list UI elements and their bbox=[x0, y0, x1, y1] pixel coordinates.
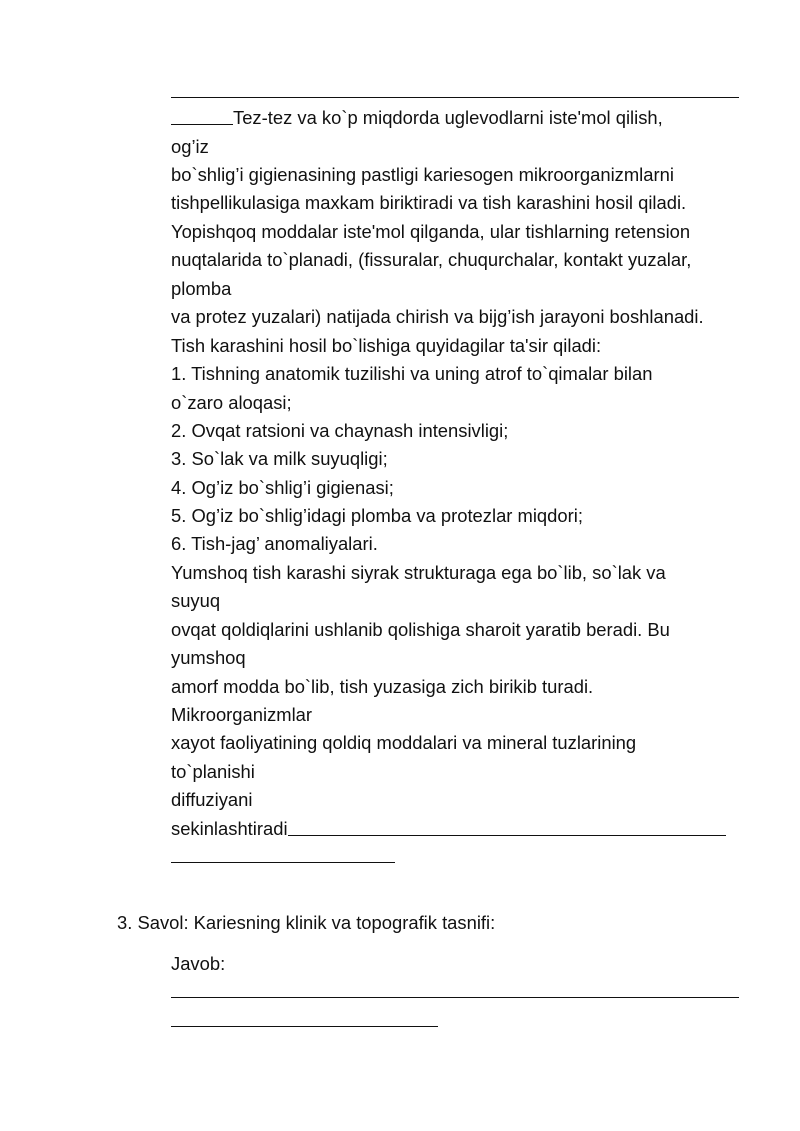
question-3: 3. Savol: Kariesning klinik va topografik tasnifi: bbox=[117, 912, 496, 933]
answer-field-line-2[interactable] bbox=[171, 1026, 438, 1027]
answer-line-18: suyuq bbox=[171, 590, 221, 611]
answer-text: sekinlashtiradi bbox=[171, 818, 288, 839]
answer-line-16: 6. Tish-jag’ anomaliyalari. bbox=[171, 533, 378, 554]
answer-line-15: 5. Og’iz bo`shlig’idagi plomba va protezlar miqdori; bbox=[171, 505, 583, 526]
answer-line-3: bo`shlig’i gigienasining pastligi kariesogen mikroorganizmlarni bbox=[171, 164, 674, 185]
answer-line-11: o`zaro aloqasi; bbox=[171, 392, 292, 413]
answer-rule-top bbox=[171, 97, 739, 98]
answer-line-24: to`planishi bbox=[171, 761, 255, 782]
answer-line-20: yumshoq bbox=[171, 647, 246, 668]
answer-blank bbox=[288, 835, 726, 836]
answer-line-22: Mikroorganizmlar bbox=[171, 704, 313, 725]
answer-line-21: amorf modda bo`lib, tish yuzasiga zich birikib turadi. bbox=[171, 676, 594, 697]
answer-field-line-1[interactable] bbox=[171, 997, 739, 998]
answer-line-7: plomba bbox=[171, 278, 232, 299]
answer-line-4: tishpellikulasiga maxkam biriktiradi va tish karashini hosil qiladi. bbox=[171, 192, 687, 213]
answer-text: Tez-tez va ko`p miqdorda uglevodlarni iste'mol qilish, bbox=[233, 107, 663, 128]
answer-line-6: nuqtalarida to`planadi, (fissuralar, chuqurchalar, kontakt yuzalar, bbox=[171, 249, 692, 270]
answer-line-17: Yumshoq tish karashi siyrak strukturaga ega bo`lib, so`lak va bbox=[171, 562, 666, 583]
answer-rule-end bbox=[171, 862, 395, 863]
answer-line-8: va protez yuzalari) natijada chirish va bijg’ish jarayoni boshlanadi. bbox=[171, 306, 704, 327]
answer-line-26 bbox=[171, 815, 751, 843]
answer-label: Javob: bbox=[171, 953, 226, 974]
answer-line-2: og’iz bbox=[171, 136, 209, 157]
answer-line-1 bbox=[171, 104, 751, 132]
answer-line-25: diffuziyani bbox=[171, 789, 253, 810]
answer-line-9: Tish karashini hosil bo`lishiga quyidagilar ta'sir qiladi: bbox=[171, 335, 602, 356]
answer-line-13: 3. So`lak va milk suyuqligi; bbox=[171, 448, 388, 469]
answer-line-12: 2. Ovqat ratsioni va chaynash intensivligi; bbox=[171, 420, 509, 441]
answer-line-19: ovqat qoldiqlarini ushlanib qolishiga sharoit yaratib beradi. Bu bbox=[171, 619, 670, 640]
answer-line-14: 4. Og’iz bo`shlig’i gigienasi; bbox=[171, 477, 394, 498]
answer-line-5: Yopishqoq moddalar iste'mol qilganda, ular tishlarning retension bbox=[171, 221, 691, 242]
answer-line-23: xayot faoliyatining qoldiq moddalari va mineral tuzlarining bbox=[171, 732, 637, 753]
answer-blank bbox=[171, 124, 233, 125]
answer-line-10: 1. Tishning anatomik tuzilishi va uning atrof to`qimalar bilan bbox=[171, 363, 653, 384]
